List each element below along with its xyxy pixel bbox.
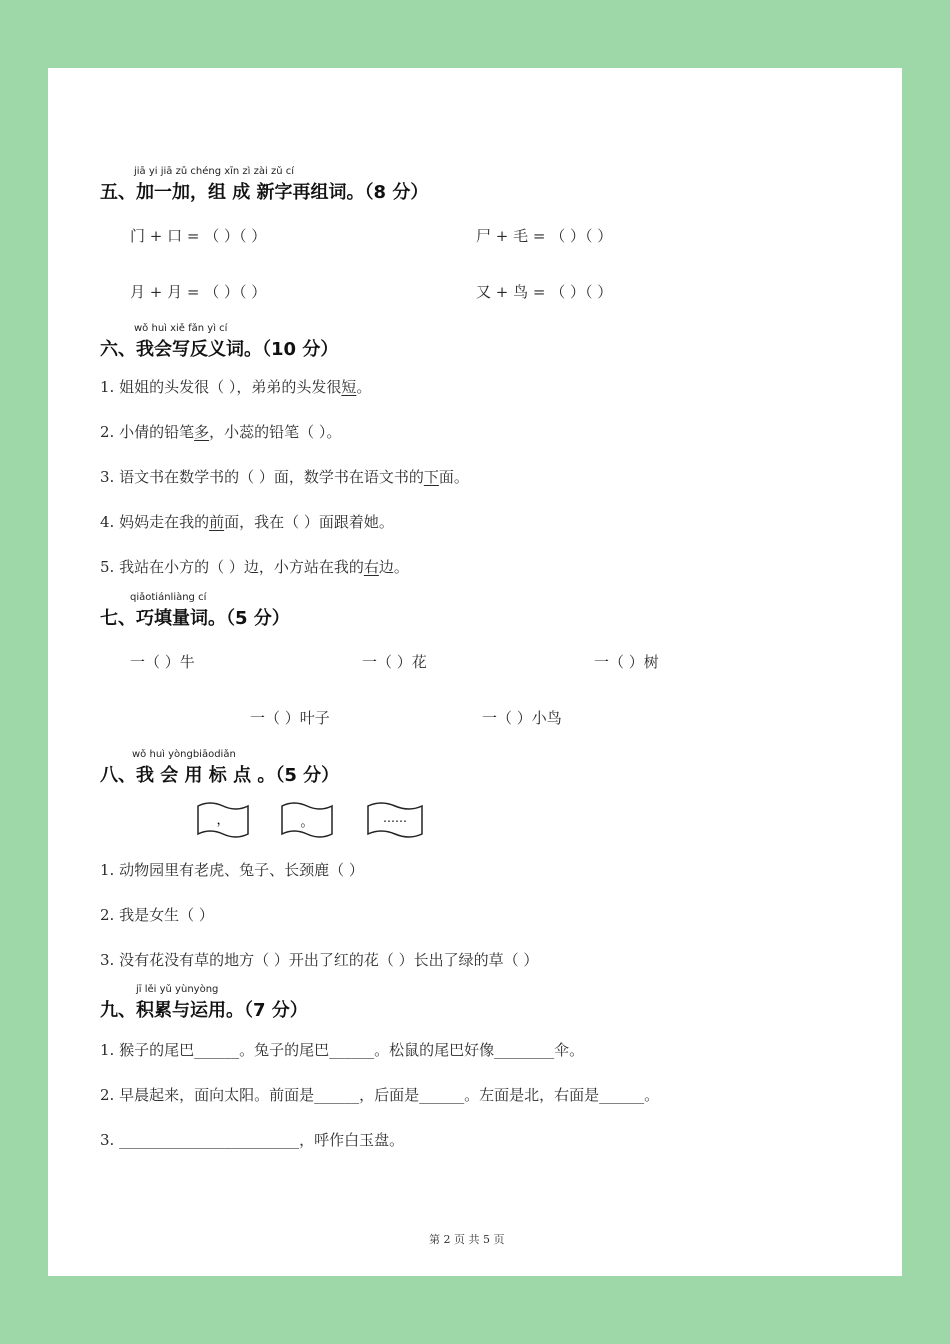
- section6-item-4: 4. 妈妈走在我的前面，我在（ ）面跟着她。: [100, 513, 394, 531]
- section8-item-3: 3. 没有花没有草的地方（ ）开出了红的花（ ）长出了绿的草（ ）: [100, 951, 539, 969]
- section8-item-2: 2. 我是女生（ ）: [100, 906, 214, 924]
- section6-item-1: 1. 姐姐的头发很（ ），弟弟的头发很短。: [100, 378, 372, 396]
- ellipsis-flag-label: ……: [383, 811, 407, 825]
- underlined-word: 前: [209, 513, 225, 531]
- section6-item-2: 2. 小倩的铅笔多，小蕊的铅笔（ ）。: [100, 423, 342, 441]
- section6-title: 六、我会写反义词。（10 分）: [100, 339, 339, 360]
- section9-item-1: 1. 猴子的尾巴______。兔子的尾巴______。松鼠的尾巴好像________伞。: [100, 1041, 585, 1059]
- section7-item-5: 一（ ）小鸟: [482, 709, 562, 727]
- section5-row-4: 又 + 鸟 = （ ）（ ）: [476, 283, 613, 301]
- section6-pinyin: wǒ huì xiě fǎn yì cí: [134, 323, 228, 334]
- period-flag: [280, 800, 334, 840]
- section5-pinyin: jiā yi jiā zǔ chéng xīn zì zài zǔ cí: [134, 166, 295, 177]
- section5-row-3: 月 + 月 = （ ）（ ）: [130, 283, 267, 301]
- section9-item-2: 2. 早晨起来，面向太阳。前面是______，后面是______。左面是北，右面是______。: [100, 1086, 660, 1104]
- section5-title: 五、加一加，组 成 新字再组词。（8 分）: [100, 182, 429, 203]
- period-flag-label: 。: [300, 815, 314, 830]
- page-number-footer: 第 2 页 共 5 页: [429, 1233, 505, 1246]
- section7-item-4: 一（ ）叶子: [250, 709, 330, 727]
- section7-pinyin: qiǎotiánliàng cí: [130, 592, 207, 603]
- ellipsis-flag: [366, 800, 424, 840]
- underlined-word: 下: [423, 468, 439, 486]
- section7-item-3: 一（ ）树: [594, 653, 659, 671]
- comma-flag-label: ，: [216, 813, 230, 828]
- section5-row-1: 门 + 口 = （ ）（ ）: [130, 227, 267, 245]
- underlined-word: 短: [341, 378, 357, 396]
- worksheet-page: [48, 68, 902, 1276]
- section7-title: 七、巧填量词。（5 分）: [100, 608, 290, 629]
- section9-item-3: 3. ________________________，呼作白玉盘。: [100, 1131, 405, 1149]
- underlined-word: 右: [363, 558, 379, 576]
- section8-pinyin: wǒ huì yòngbiāodiǎn: [132, 749, 236, 760]
- section6-item-3: 3. 语文书在数学书的（ ）面，数学书在语文书的下面。: [100, 468, 469, 486]
- comma-flag: [196, 800, 250, 840]
- section5-row-2: 尸 + 毛 = （ ）（ ）: [476, 227, 613, 245]
- section7-item-1: 一（ ）牛: [130, 653, 195, 671]
- section7-item-2: 一（ ）花: [362, 653, 427, 671]
- section9-title: 九、积累与运用。（7 分）: [100, 1000, 308, 1021]
- section8-item-1: 1. 动物园里有老虎、兔子、长颈鹿（ ）: [100, 861, 364, 879]
- underlined-word: 多: [194, 423, 210, 441]
- section8-title: 八、我 会 用 标 点 。（5 分）: [100, 765, 340, 786]
- section6-item-5: 5. 我站在小方的（ ）边，小方站在我的右边。: [100, 558, 409, 576]
- section9-pinyin: jī lěi yǔ yùnyòng: [136, 984, 219, 995]
